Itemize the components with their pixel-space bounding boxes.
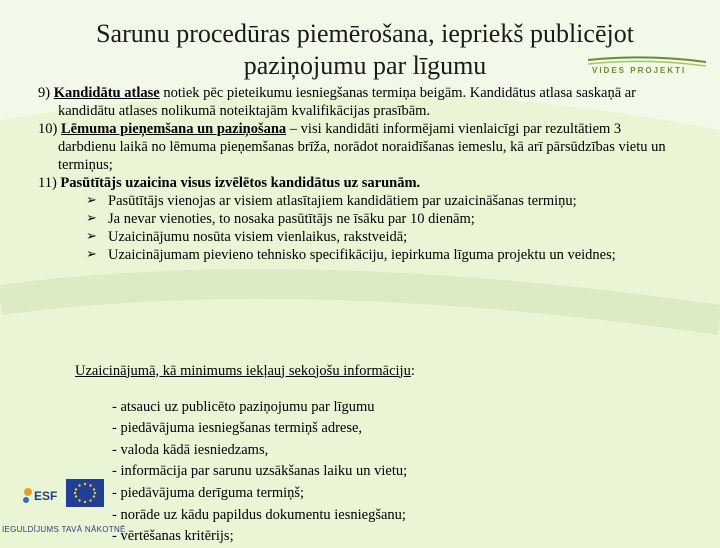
eu-flag-icon [66, 479, 104, 507]
invitation-contents [75, 346, 675, 548]
summary-list [75, 397, 675, 548]
list-item: - piedāvājuma iesniegšanas termiņš adrese, [112, 420, 363, 437]
step-number: 9) [38, 85, 51, 101]
list-item: - vērtēšanas kritērijs; [112, 528, 234, 545]
summary-heading: Uzaicinājumā, kā minimums iekļauj sekojošu informāciju: [75, 362, 415, 379]
step-10 [38, 120, 678, 174]
list-item: ➢ Uzaicinājumu nosūta visiem vienlaikus, rakstveidā; [86, 229, 408, 245]
list-item: - atsauci uz publicēto paziņojumu par līgumu [112, 398, 375, 415]
step-11 [38, 174, 678, 192]
slide-title: Sarunu procedūras piemērošana, iepriekš publicējot paziņojumu par līgumu [96, 19, 634, 80]
arrow-bullet-icon: ➢ [86, 247, 97, 262]
list-item: - valoda kādā iesniedzams, [112, 441, 269, 458]
procedure-steps [38, 84, 678, 264]
footer-slogan: IEGULDĪJUMS TAVĀ NĀKOTNĒ [2, 525, 126, 534]
step-9 [38, 84, 678, 120]
esf-logo-text: ESF [34, 489, 58, 503]
logo-text: VIDES PROJEKTI [592, 66, 687, 75]
list-item: ➢ Ja nevar vienoties, to nosaka pasūtītājs ne īsāku par 10 dienām; [86, 211, 475, 227]
esf-logo [20, 480, 62, 510]
step-heading: Pasūtītājs uzaicina visus izvēlētos kandidātus uz sarunām. [60, 175, 421, 191]
list-item: ➢ Pasūtītājs vienojas ar visiem atlasītajiem kandidātiem par uzaicināšanas termiņu; [86, 193, 577, 209]
arrow-bullet-icon: ➢ [86, 229, 97, 244]
list-item: ➢ Uzaicinājumam pievieno tehnisko specifikāciju, iepirkuma līguma projektu un veidnes; [86, 247, 616, 263]
step-text: notiek pēc pieteikumu iesniegšanas termiņa beigām. Kandidātus atlasa saskaņā ar kandidātu atlases nolikumā noteiktajām kvalifikācijas prasībām. [58, 85, 637, 119]
step-number: 10) [38, 121, 58, 137]
arrow-bullet-icon: ➢ [86, 211, 97, 226]
step-text: – visi kandidāti informējami vienlaicīgi par rezultātiem 3 darbdienu laikā no lēmuma pieņemšanas brīža, norādot noraidīšanas iemeslu, kā arī pārsūdzības vietu un termiņus; [58, 121, 666, 173]
list-item: - piedāvājuma derīguma termiņš; [112, 484, 305, 501]
step-number: 11) [38, 175, 57, 191]
list-item: - informācija par sarunu uzsākšanas laiku un vietu; [112, 463, 408, 480]
arrow-bullet-icon: ➢ [86, 193, 97, 208]
list-item: - norāde uz kādu papildus dokumentu iesniegšanu; [112, 506, 406, 523]
step-heading: Kandidātu atlase [53, 85, 160, 101]
invitation-rules-list [86, 192, 678, 264]
step-heading: Lēmuma pieņemšana un paziņošana [60, 121, 287, 137]
